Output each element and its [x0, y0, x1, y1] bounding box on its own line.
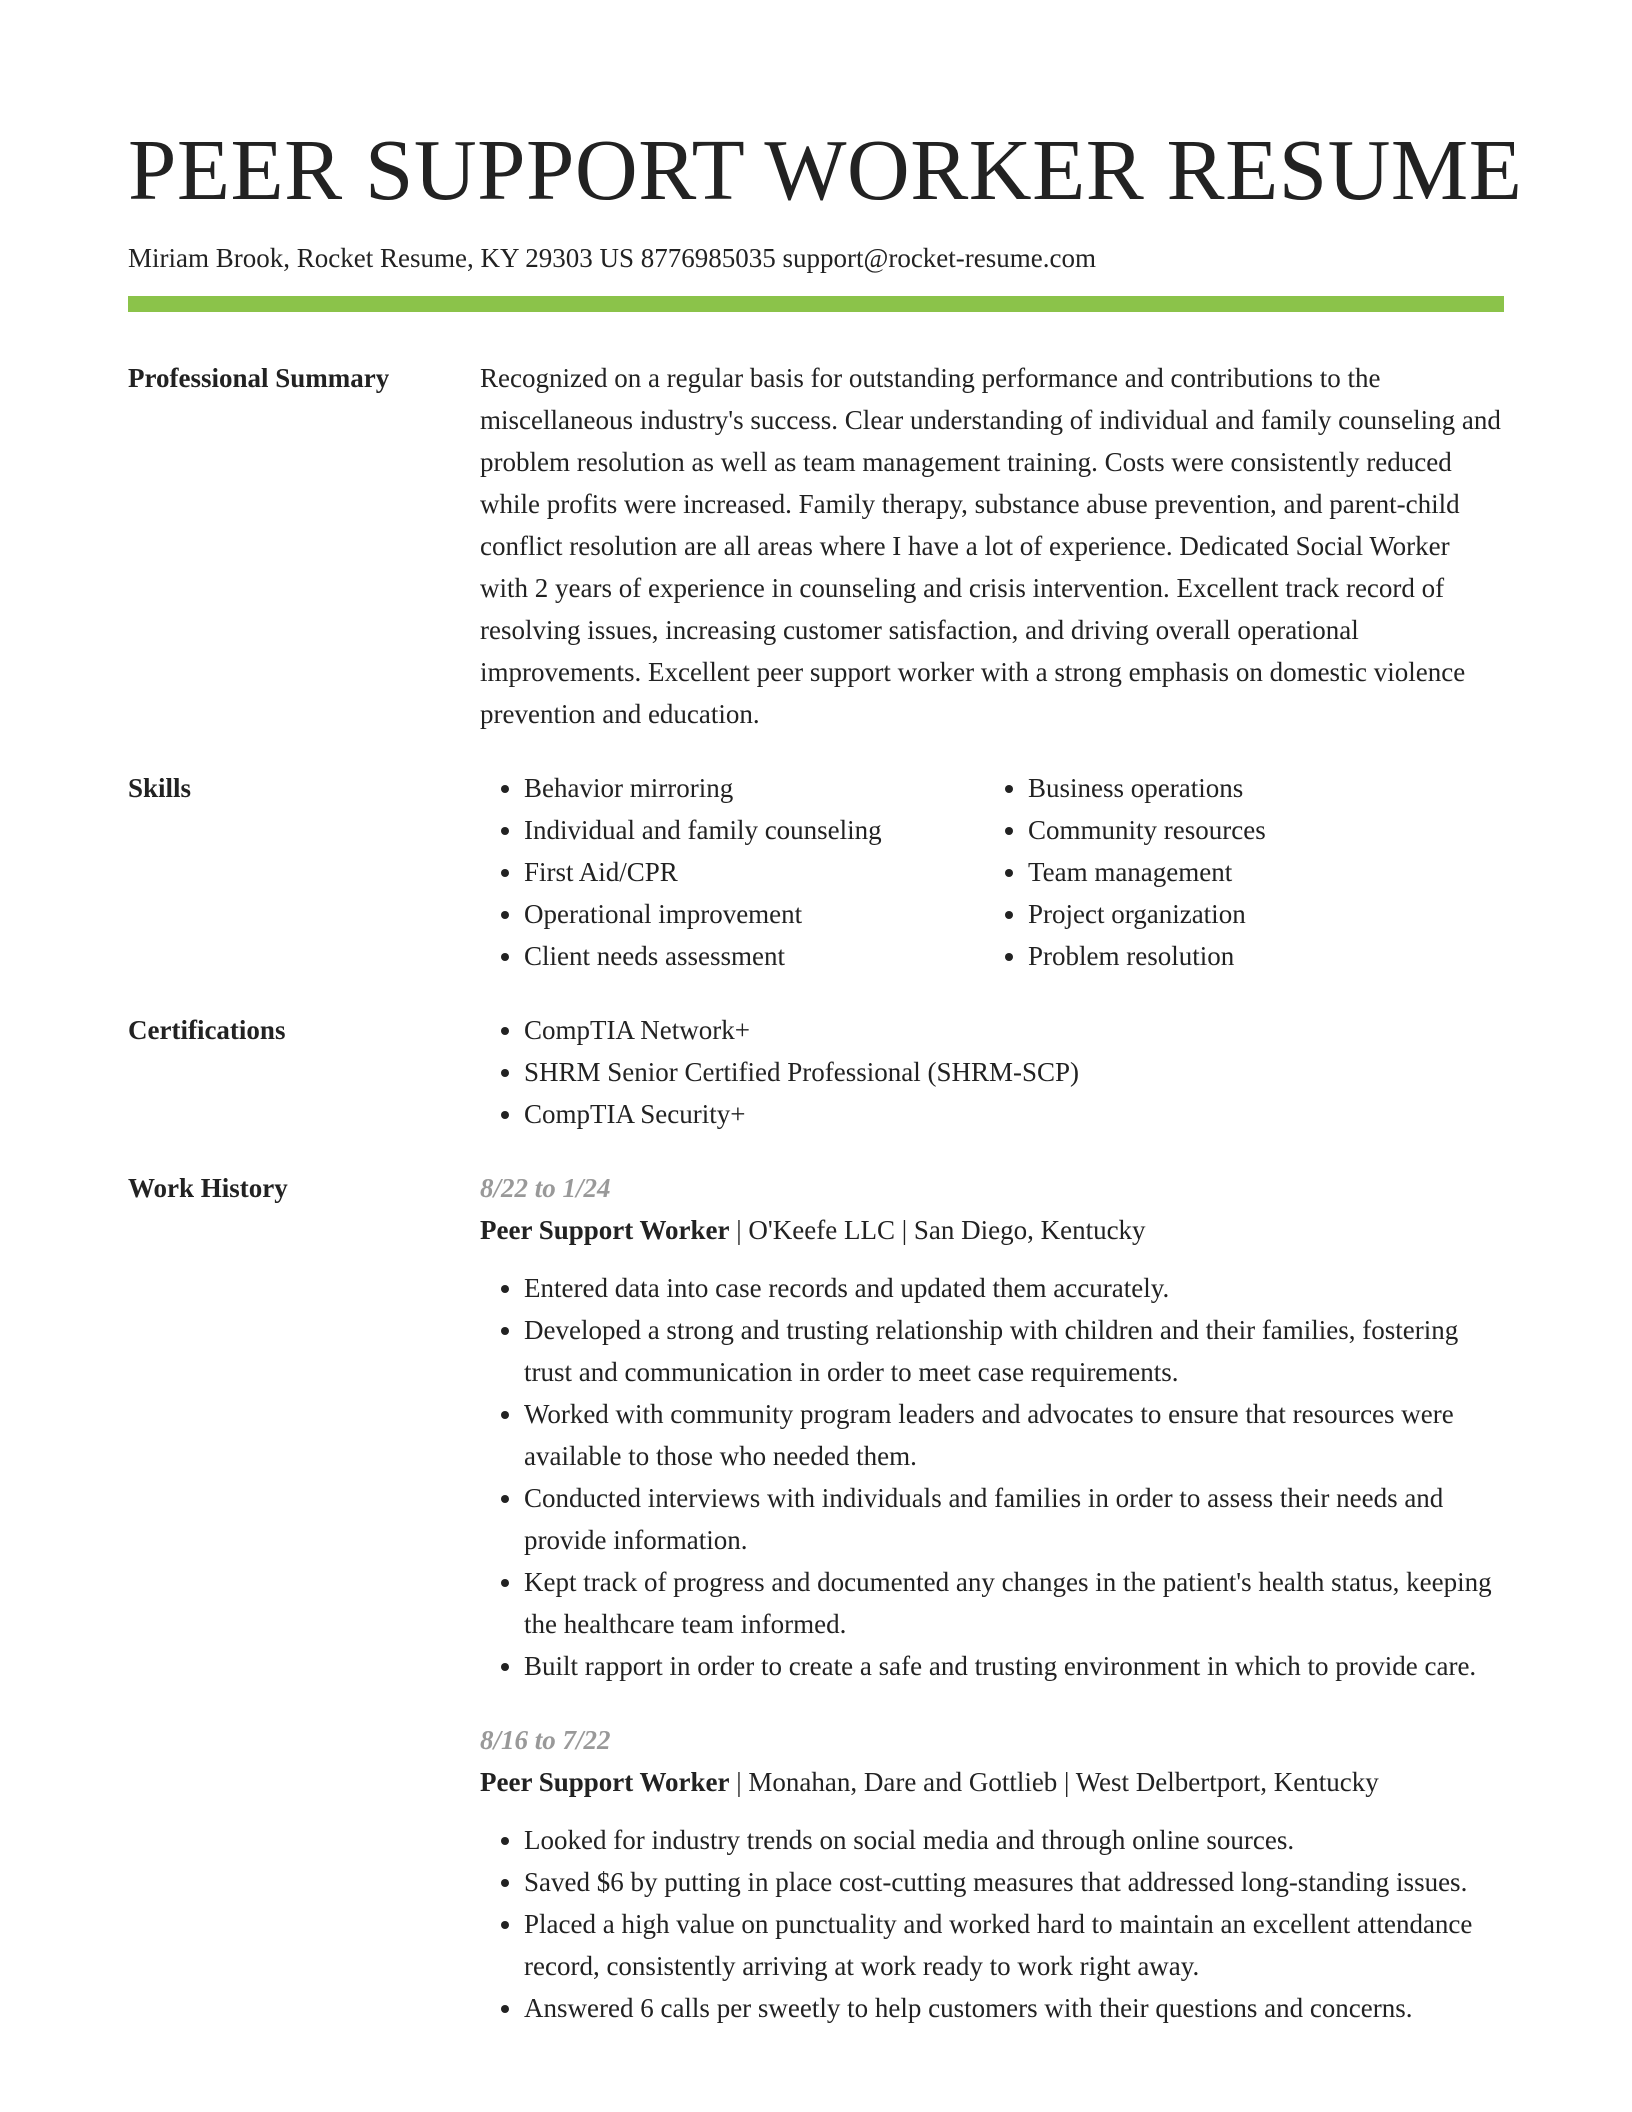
professional-summary-body: [480, 357, 1504, 735]
skills-section: [128, 767, 1504, 977]
responsibility-item: • Saved $6 by putting in place cost-cutting measures that addressed long-standing issues.: [524, 1861, 1504, 1903]
skill-item: • Business operations: [1028, 767, 1488, 809]
summary-text: Recognized on a regular basis for outstanding performance and contributions to the miscellaneous industry's success. Clear understanding of individual and family counseling and problem resolution as well as team management training. Costs were consistently reduced while profits were increased. Family therapy, substance abuse prevention, and parent-child conflict resolution are all areas where I have a lot of experience. Dedicated Social Worker with 2 years of experience in counseling and crisis intervention. Excellent track record of resolving issues, increasing customer satisfaction, and driving overall operational improvements. Excellent peer support worker with a strong emphasis on domestic violence prevention and education.: [480, 363, 1501, 729]
responsibility-item: • Looked for industry trends on social media and through online sources.: [524, 1819, 1504, 1861]
certification-item: • SHRM Senior Certified Professional (SHRM-SCP): [524, 1051, 1504, 1093]
responsibility-item: • Placed a high value on punctuality and worked hard to maintain an excellent attendance record, consistently arriving at work ready to work right away.: [524, 1903, 1504, 1987]
certifications-list: [480, 1009, 1504, 1135]
resume-sections: [128, 357, 1504, 2029]
skills-list-left: [480, 767, 984, 977]
job-responsibilities: [480, 1819, 1504, 2029]
responsibility-item: • Worked with community program leaders and advocates to ensure that resources were available to those who needed them.: [524, 1393, 1504, 1477]
job-entry: [480, 1719, 1504, 2029]
job-entry: [480, 1167, 1504, 1687]
skill-item: • Behavior mirroring: [524, 767, 984, 809]
skills-columns: [480, 767, 1504, 977]
responsibility-item: • Entered data into case records and updated them accurately.: [524, 1267, 1504, 1309]
job-employer-location: | O'Keefe LLC | San Diego, Kentucky: [729, 1215, 1146, 1245]
certification-item: • CompTIA Security+: [524, 1093, 1504, 1135]
skill-item: • Individual and family counseling: [524, 809, 984, 851]
certification-item: • CompTIA Network+: [524, 1009, 1504, 1051]
certifications-body: [480, 1009, 1504, 1135]
accent-divider: [128, 296, 1504, 312]
responsibility-item: • Developed a strong and trusting relationship with children and their families, fostering trust and communication in order to meet case requirements.: [524, 1309, 1504, 1393]
skill-item: • Problem resolution: [1028, 935, 1488, 977]
responsibility-item: • Conducted interviews with individuals and families in order to assess their needs and provide information.: [524, 1477, 1504, 1561]
job-title: Peer Support Worker: [480, 1767, 730, 1797]
skills-list-right: [984, 767, 1488, 977]
skill-item: • Client needs assessment: [524, 935, 984, 977]
certifications-section: [128, 1009, 1504, 1135]
job-employer-location: | Monahan, Dare and Gottlieb | West Delbertport, Kentucky: [729, 1767, 1379, 1797]
skills-column-left: [480, 767, 984, 977]
resume-page: [128, 120, 1523, 2029]
professional-summary-section: [128, 357, 1504, 735]
job-heading: [480, 1209, 1504, 1251]
skill-item: • Community resources: [1028, 809, 1488, 851]
section-label-professional-summary: Professional Summary: [128, 363, 390, 393]
work-history-body: [480, 1167, 1504, 2029]
responsibility-item: • Kept track of progress and documented any changes in the patient's health status, keeping the healthcare team informed.: [524, 1561, 1504, 1645]
section-label-skills: Skills: [128, 773, 192, 803]
job-title: Peer Support Worker: [480, 1215, 730, 1245]
skill-item: • First Aid/CPR: [524, 851, 984, 893]
skill-item: • Operational improvement: [524, 893, 984, 935]
section-label-certifications: Certifications: [128, 1015, 286, 1045]
job-dates: 8/16 to 7/22: [480, 1725, 611, 1755]
section-label-work-history: Work History: [128, 1173, 288, 1203]
skill-item: • Project organization: [1028, 893, 1488, 935]
job-heading: [480, 1761, 1504, 1803]
skill-item: • Team management: [1028, 851, 1488, 893]
job-responsibilities: [480, 1267, 1504, 1687]
job-dates: 8/22 to 1/24: [480, 1173, 611, 1203]
skills-body: [480, 767, 1504, 977]
skills-column-right: [984, 767, 1488, 977]
resume-title: PEER SUPPORT WORKER RESUME: [128, 121, 1523, 218]
responsibility-item: • Answered 6 calls per sweetly to help customers with their questions and concerns.: [524, 1987, 1504, 2029]
responsibility-item: • Built rapport in order to create a safe and trusting environment in which to provide care.: [524, 1645, 1504, 1687]
contact-line: Miriam Brook, Rocket Resume, KY 29303 US 8776985035 support@rocket-resume.com: [128, 243, 1096, 273]
work-history-section: [128, 1167, 1504, 2029]
